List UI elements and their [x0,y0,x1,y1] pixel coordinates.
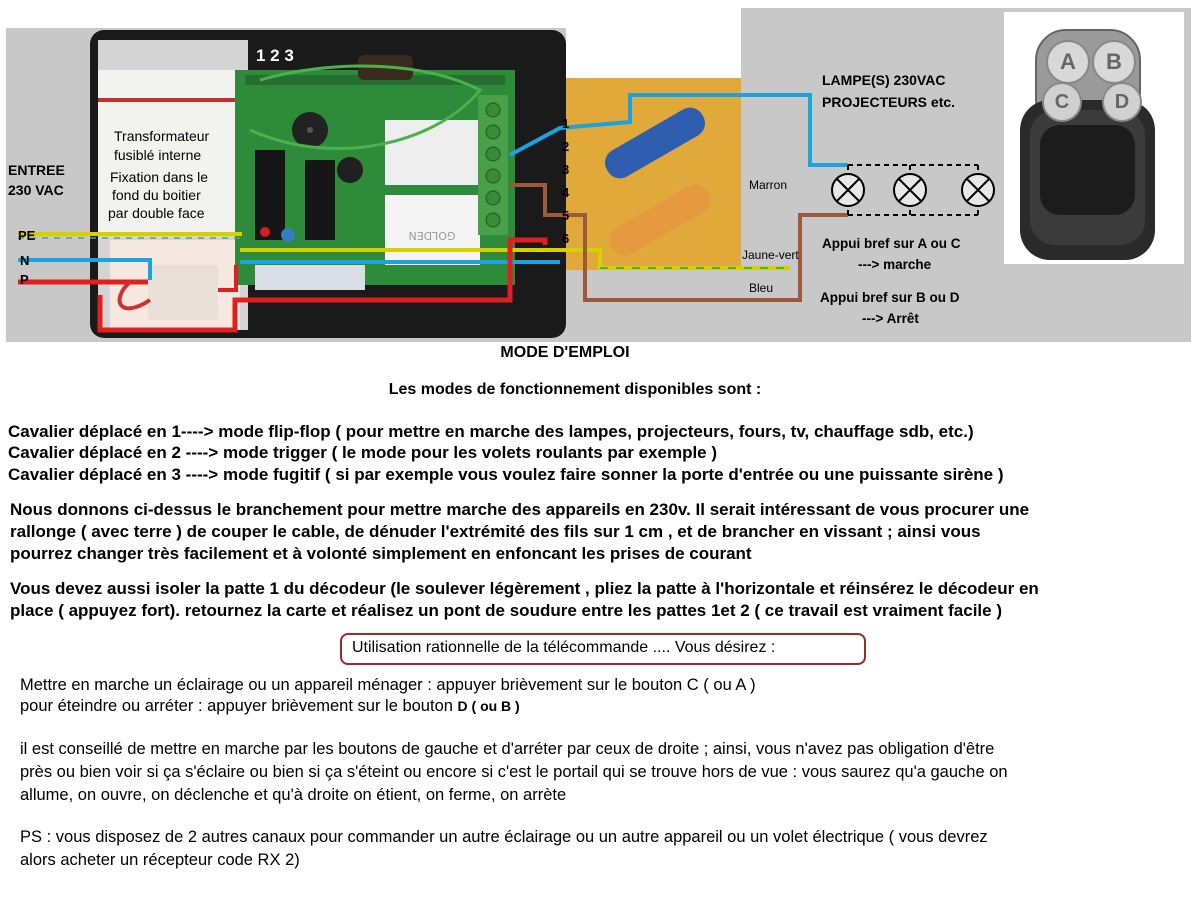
advice-line-1: il est conseillé de mettre en marche par les boutons de gauche et d'arréter par ceux de droite ; ainsi, vous n'avez pas obligation d'être [20,740,995,758]
lamp-icon [894,174,926,206]
jumper-numbers: 1 2 3 [256,46,294,65]
appui-bd-label: Appui bref sur B ou D [820,290,960,305]
fixation-label-3: par double face [108,205,205,221]
lamp-icon [962,174,994,206]
para2-line-1: Vous devez aussi isoler la patte 1 du décodeur (le soulever légèrement , pliez la patte à l'horizontale et réinsérez le décodeur en [10,579,1039,598]
marron-label: Marron [749,178,788,192]
chip-2 [305,160,335,240]
chip-1 [255,150,285,240]
relay-1 [385,120,480,185]
para1-line-1: Nous donnons ci-dessus le branchement pour mettre marche des appareils en 230v. Il serait intéressant de vous procurer une [10,500,1030,519]
ps-line-2: alors acheter un récepteur code RX 2) [20,851,300,869]
para1-line-3: pourrez changer très facilement et à volonté simplement en enfoncant les prises de courant [10,544,752,563]
remote-button-c: C [1042,82,1082,122]
marche-label: ---> marche [858,257,932,272]
terminal-2: 2 [562,139,570,154]
usage-box [340,633,866,665]
remote-button-b: B [1092,40,1136,84]
fixation-label-1: Fixation dans le [110,169,209,185]
board-text: GOLDEN [408,229,456,242]
terminal-4: 4 [562,185,570,200]
page-subtitle: Les modes de fonctionnement disponibles sont : [388,381,762,398]
terminal-1: 1 [562,116,570,131]
usage-line-2-text: pour éteindre ou arréter : appuyer brièvement sur le bouton [20,697,458,715]
transfo-label: Transformateur [114,128,210,144]
ps-line-1: PS : vous disposez de 2 autres canaux pour commander un autre éclairage ou un autre appareil ou un volet électrique ( vous devrez [20,828,988,846]
capacitor [337,157,363,183]
remote-button-d: D [1102,82,1142,122]
usage-line-2-button: D ( ou B ) [457,698,520,714]
mode-2: Cavalier déplacé en 2 ----> mode trigger ( le mode pour les volets roulants par exemple ) [8,443,718,462]
entree-label: ENTREE [8,162,65,178]
para1-line-2: rallonge ( avec terre ) de couper le cable, de dénuder l'extrémité des fils sur 1 cm , et de brancher en vissant ; ainsi vous [10,522,981,541]
remote-button-a: A [1046,40,1090,84]
terminal-connector [148,265,218,320]
fixation-label-2: fond du boitier [112,187,201,203]
wire-p-label: P [20,272,29,287]
lamp-icons [832,174,994,206]
wire-pe-label: PE [18,228,36,243]
usage-line-2 [20,697,520,716]
jaune-vert-label: Jaune-vert [742,248,799,262]
advice-line-3: allume, on ouvre, on déclenche et qu'à droite on étient, on ferme, on arrète [20,786,567,804]
appui-ac-label: Appui bref sur A ou C [822,236,961,251]
projecteurs-label: PROJECTEURS etc. [822,94,956,110]
entree-voltage-label: 230 VAC [8,182,64,198]
para2-line-2: place ( appuyez fort). retournez la carte et réalisez un pont de soudure entre les pattes 1et 2 ( ce travail est vraiment facile ) [10,601,1002,620]
terminal-6: 6 [562,231,570,246]
bleu-label: Bleu [749,281,774,295]
lampes-label: LAMPE(S) 230VAC [822,72,946,88]
wire-n-label: N [20,253,30,268]
mode-3: Cavalier déplacé en 3 ----> mode fugitif ( si par exemple vous voulez faire sonner la porte d'entrée ou une puissante sirène ) [8,465,1004,484]
usage-line-1: Mettre en marche un éclairage ou un appareil ménager : appuyer brièvement sur le bouton C ( ou A ) [20,676,756,694]
lamp-icon [832,174,864,206]
terminal-3: 3 [562,162,570,177]
arret-label: ---> Arrêt [862,311,919,326]
terminal-5: 5 [562,208,570,223]
transfo-fuse-label: fusiblé interne [114,147,202,163]
usage-box-label: Utilisation rationnelle de la télécommande .... Vous désirez : [352,639,776,656]
wiring-diagram [0,0,1196,345]
page-title: MODE D'EMPLOI [500,344,630,361]
advice-line-2: près ou bien voir si ça s'éclaire ou bien si ça s'éteint ou encore si c'est le portail qui se trouve hors de vue : vous saurez qu'a gauche on [20,763,1008,781]
mode-1: Cavalier déplacé en 1----> mode flip-flop ( pour mettre en marche des lampes, projecteurs, fours, tv, chauffage sdb, etc.) [8,422,974,441]
